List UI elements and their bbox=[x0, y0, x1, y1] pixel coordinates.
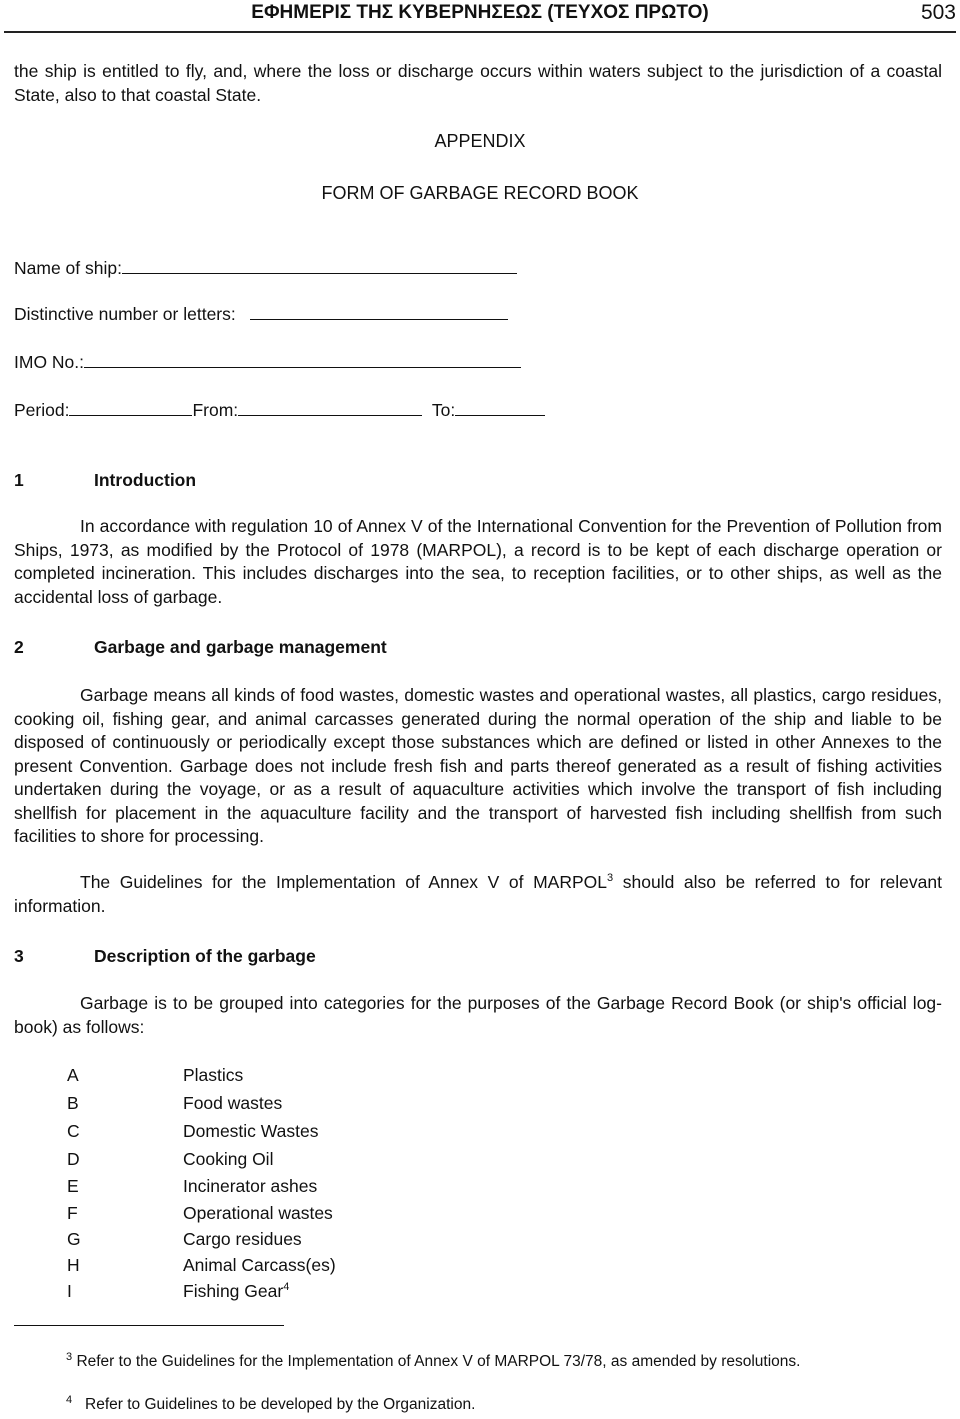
section-number: 2 bbox=[14, 637, 24, 657]
running-header-title: ΕΦΗΜΕΡΙΣ ΤΗΣ ΚΥΒΕΡΝΗΣΕΩΣ (ΤΕΥΧΟΣ ΠΡΩΤΟ) bbox=[251, 2, 709, 23]
category-name: Plastics bbox=[183, 1065, 244, 1085]
footnote-number: 4 bbox=[66, 1393, 73, 1406]
distinctive-number-label: Distinctive number or letters: bbox=[14, 304, 236, 324]
section-3-paragraph: Garbage is to be grouped into categories for the purposes of the Garbage Record Book (or ship's official log-book) as follows: bbox=[14, 993, 942, 1037]
category-letter: H bbox=[67, 1255, 80, 1275]
distinctive-number-field bbox=[14, 301, 508, 325]
imo-label: IMO No.: bbox=[14, 352, 85, 372]
section-number: 1 bbox=[14, 470, 24, 490]
category-name: Animal Carcass(es) bbox=[183, 1255, 336, 1275]
category-name: Operational wastes bbox=[183, 1203, 333, 1223]
guidelines-text-end: should also be referred to for relevant information. bbox=[14, 872, 942, 916]
form-title: FORM OF GARBAGE RECORD BOOK bbox=[321, 183, 639, 203]
imo-field bbox=[14, 349, 521, 373]
name-of-ship-blank[interactable] bbox=[122, 255, 517, 274]
section-title-garbage-management: Garbage and garbage management bbox=[94, 637, 387, 657]
category-name-with-ref bbox=[183, 1281, 289, 1302]
appendix-heading: APPENDIX bbox=[434, 131, 526, 151]
to-blank[interactable] bbox=[455, 397, 545, 416]
name-of-ship-label: Name of ship: bbox=[14, 258, 122, 278]
distinctive-number-blank[interactable] bbox=[250, 301, 508, 320]
category-name: Fishing Gear bbox=[183, 1281, 284, 1301]
category-name: Cargo residues bbox=[183, 1229, 302, 1249]
intro-fragment: the ship is entitled to fly, and, where the loss or discharge occurs within waters subject to the jurisdiction of a coastal State, also to that coastal State. bbox=[14, 61, 942, 105]
guidelines-text: The Guidelines for the Implementation of Annex V of MARPOL bbox=[80, 872, 608, 892]
category-letter: I bbox=[67, 1281, 72, 1301]
period-blank[interactable] bbox=[69, 397, 192, 416]
category-letter: D bbox=[67, 1149, 80, 1169]
section-number: 3 bbox=[14, 946, 24, 966]
category-letter: C bbox=[67, 1121, 80, 1141]
category-letter: G bbox=[67, 1229, 81, 1249]
section-2-paragraph: Garbage means all kinds of food wastes, domestic wastes and operational wastes, all plastics, cargo residues, cooking oil, fishing gear, and animal carcasses generated during the normal operation of the ship and liable to be disposed of continuously or periodically except those substances which are defined or listed in other Annexes to the present Convention. Garbage does not include fresh fish and parts thereof generated as a result of fishing activities undertaken during the voyage, or as a result of aquaculture activities which involve the transport of fish including shellfish for placement in the aquaculture facility and the transport of harvested fish including shellfish from such facilities to shore for processing. bbox=[14, 685, 942, 846]
category-name: Domestic Wastes bbox=[183, 1121, 319, 1141]
section-title-description: Description of the garbage bbox=[94, 946, 316, 966]
page-number: 503 bbox=[920, 1, 956, 24]
from-blank[interactable] bbox=[238, 397, 422, 416]
to-label: To: bbox=[431, 400, 456, 420]
category-letter: F bbox=[67, 1203, 78, 1223]
footnote-3 bbox=[66, 1350, 801, 1371]
from-label: From: bbox=[192, 400, 239, 420]
footnote-number: 3 bbox=[66, 1350, 73, 1363]
period-label: Period: bbox=[14, 400, 70, 420]
category-name: Incinerator ashes bbox=[183, 1176, 318, 1196]
imo-blank[interactable] bbox=[84, 349, 521, 368]
footnote-4 bbox=[66, 1393, 476, 1414]
footnote-ref: 3 bbox=[607, 872, 614, 885]
name-of-ship-field bbox=[14, 255, 517, 279]
category-letter: A bbox=[67, 1065, 79, 1085]
footnote-text: Refer to Guidelines to be developed by the Organization. bbox=[85, 1396, 476, 1413]
footnote-ref: 4 bbox=[283, 1281, 290, 1294]
footnote-divider bbox=[14, 1325, 284, 1326]
section-1-paragraph: In accordance with regulation 10 of Annex V of the International Convention for the Prevention of Pollution from Ships, 1973, as modified by the Protocol of 1978 (MARPOL), a record is to be kept of each discharge operation or completed incineration. This includes discharges into the sea, to reception facilities, or to other ships, as well as the accidental loss of garbage. bbox=[14, 516, 942, 607]
category-letter: E bbox=[67, 1176, 79, 1196]
category-letter: B bbox=[67, 1093, 79, 1113]
footnote-text: Refer to the Guidelines for the Implementation of Annex V of MARPOL 73/78, as amended by resolutions. bbox=[76, 1353, 801, 1370]
category-name: Cooking Oil bbox=[183, 1149, 274, 1169]
category-name: Food wastes bbox=[183, 1093, 283, 1113]
guidelines-paragraph bbox=[14, 871, 942, 918]
section-title-introduction: Introduction bbox=[94, 470, 197, 490]
period-field bbox=[14, 397, 545, 421]
header-divider bbox=[4, 31, 956, 33]
